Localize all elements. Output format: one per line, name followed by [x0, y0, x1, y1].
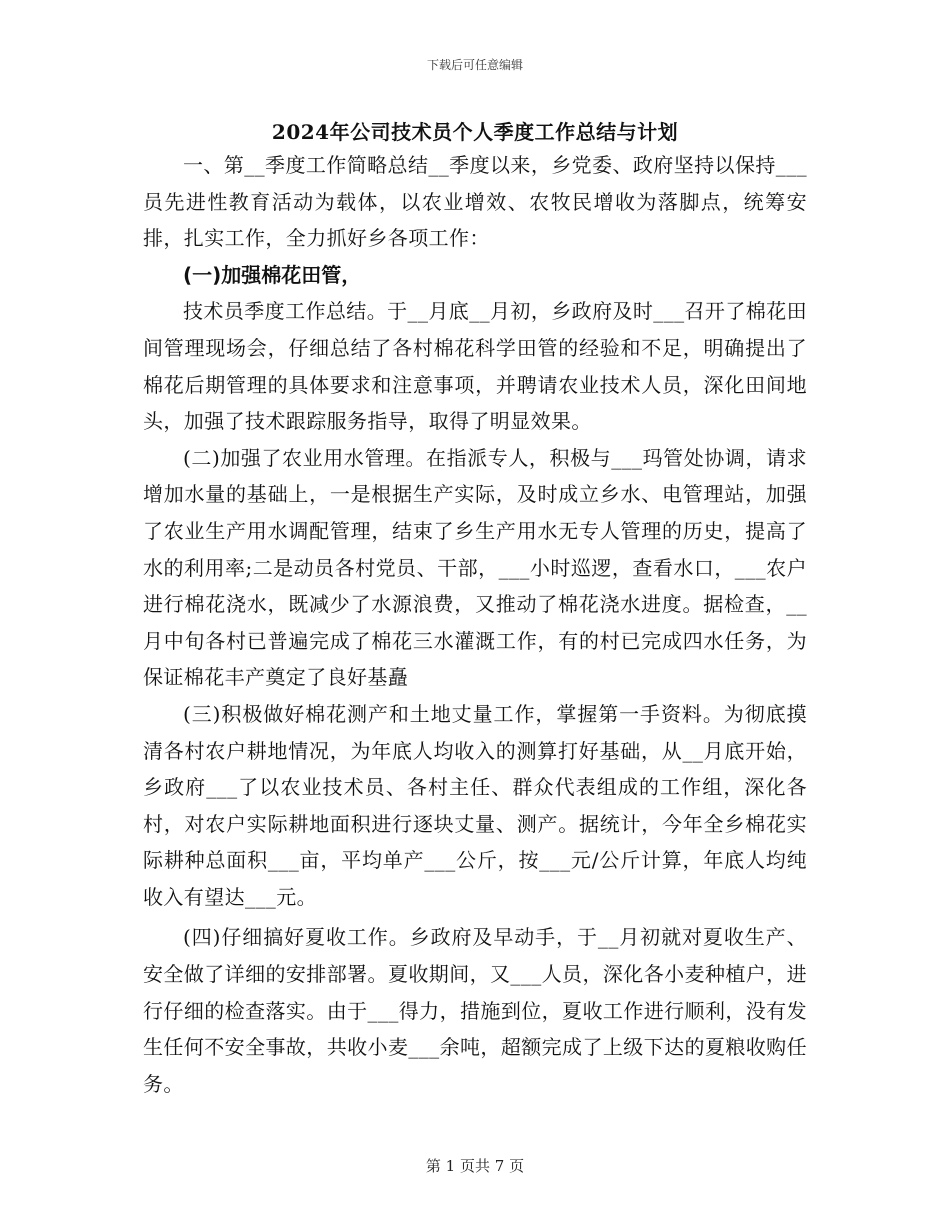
section-4-paragraph: (四)仔细搞好夏收工作。乡政府及早动手，于__月初就对夏收生产、安全做了详细的安排部署。夏收期间，又___人员，深化各小麦种植户，进行仔细的检查落实。由于___得力，措施到位，夏收工作进行顺利，没有发生任何不安全事故，共收小麦___余吨，超额完成了上级下达的夏粮收购任务。 [143, 925, 807, 1096]
document-title: 2024年公司技术员个人季度工作总结与计划 [271, 120, 679, 144]
section-3-paragraph: (三)积极做好棉花测产和土地丈量工作，掌握第一手资料。为彻底摸清各村农户耕地情况，为年底人均收入的测算打好基础，从__月底开始，乡政府___了以农业技术员、各村主任、群众代表组成的工作组，深化各村，对农户实际耕地面积进行逐块丈量、测产。据统计，今年全乡棉花实际耕种总面积___亩，平均单产___公斤，按___元/公斤计算，年底人均纯收入有望达___元。 [143, 701, 807, 909]
document-body [143, 147, 807, 1102]
page-number: 第 1 页共 7 页 [425, 1157, 525, 1175]
section-1-heading: (一)加强棉花田管， [183, 262, 362, 287]
section-1-paragraph: 技术员季度工作总结。于__月底__月初，乡政府及时___召开了棉花田间管理现场会，仔细总结了各村棉花科学田管的经验和不足，明确提出了棉花后期管理的具体要求和注意事项，并聘请农业技术人员，深化田间地头，加强了技术跟踪服务指导，取得了明显效果。 [143, 299, 807, 434]
intro-paragraph: 一、第__季度工作简略总结__季度以来，乡党委、政府坚持以保持___员先进性教育活动为载体，以农业增效、农牧民增收为落脚点，统筹安排，扎实工作，全力抓好乡各项工作： [143, 153, 807, 251]
section-2-paragraph: (二)加强了农业用水管理。在指派专人，积极与___玛管处协调，请求增加水量的基础上，一是根据生产实际，及时成立乡水、电管理站，加强了农业生产用水调配管理，结束了乡生产用水无专人管理的历史，提高了水的利用率;二是动员各村党员、干部，___小时巡逻，查看水口，___农户进行棉花浇水，既减少了水源浪费，又推动了棉花浇水进度。据检查，__月中旬各村已普遍完成了棉花三水灌溉工作，有的村已完成四水任务，为保证棉花丰产奠定了良好基矗 [143, 445, 807, 690]
header-note: 下载后可任意编辑 [426, 58, 523, 72]
